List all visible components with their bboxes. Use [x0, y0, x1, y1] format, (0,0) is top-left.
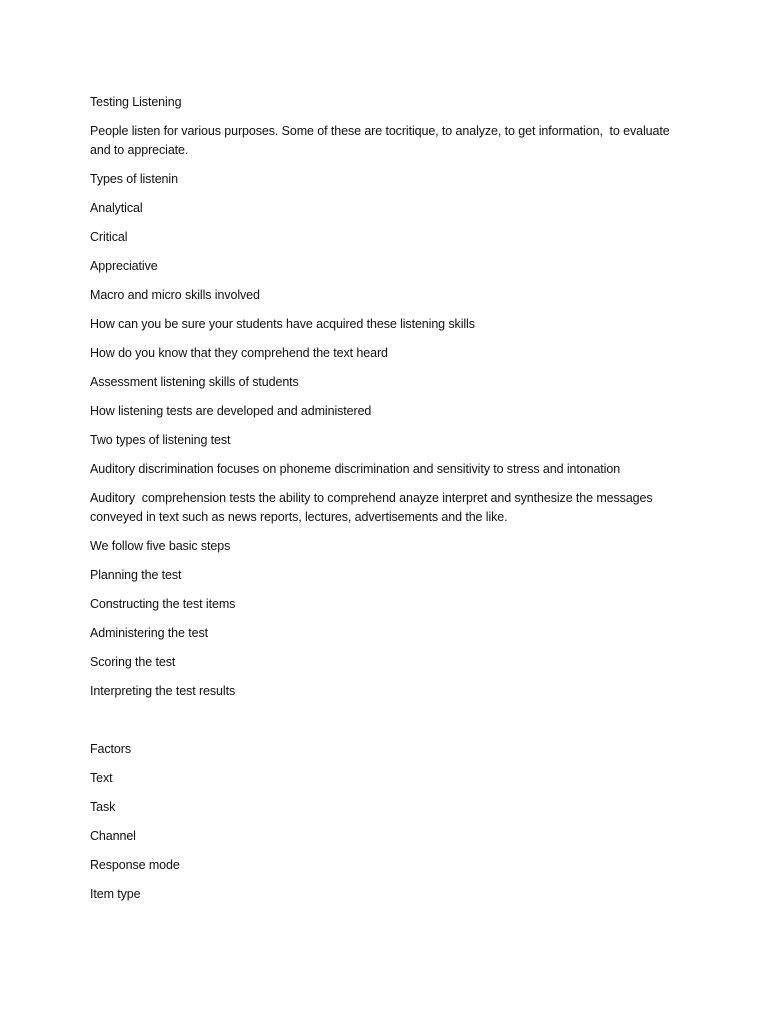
type-analytical: Analytical	[90, 201, 143, 215]
line-tests-developed: How listening tests are developed and administered	[90, 404, 372, 418]
step-scoring: Scoring the test	[90, 655, 176, 669]
factors-heading: Factors	[90, 742, 131, 756]
types-heading: Types of listenin	[90, 172, 178, 186]
line-comprehend-text: How do you know that they comprehend the text heard	[90, 346, 388, 360]
step-planning: Planning the test	[90, 568, 182, 582]
intro-paragraph: People listen for various purposes. Some of these are tocritique, to analyze, to get information, to evaluate and to appreciate.	[90, 124, 673, 157]
factor-item-type: Item type	[90, 887, 141, 901]
line-five-steps: We follow five basic steps	[90, 539, 231, 553]
blank-line	[90, 711, 690, 740]
type-appreciative: Appreciative	[90, 259, 158, 273]
step-administering: Administering the test	[90, 626, 208, 640]
line-assessment: Assessment listening skills of students	[90, 375, 299, 389]
step-interpreting: Interpreting the test results	[90, 684, 236, 698]
document-title: Testing Listening	[90, 95, 182, 109]
line-auditory-comprehension: Auditory comprehension tests the ability to comprehend anayze interpret and synthesize the messages conveyed in text such as news reports, lectures, advertisements and the like.	[90, 491, 656, 524]
factor-text: Text	[90, 771, 113, 785]
line-skills-involved: Macro and micro skills involved	[90, 288, 260, 302]
factor-response-mode: Response mode	[90, 858, 180, 872]
line-auditory-discrimination: Auditory discrimination focuses on phoneme discrimination and sensitivity to stress and intonation	[90, 462, 621, 476]
factor-channel: Channel	[90, 829, 136, 843]
step-constructing: Constructing the test items	[90, 597, 236, 611]
document-body	[90, 93, 690, 914]
factor-task: Task	[90, 800, 116, 814]
line-sure-acquired: How can you be sure your students have acquired these listening skills	[90, 317, 475, 331]
line-two-types: Two types of listening test	[90, 433, 231, 447]
type-critical: Critical	[90, 230, 128, 244]
